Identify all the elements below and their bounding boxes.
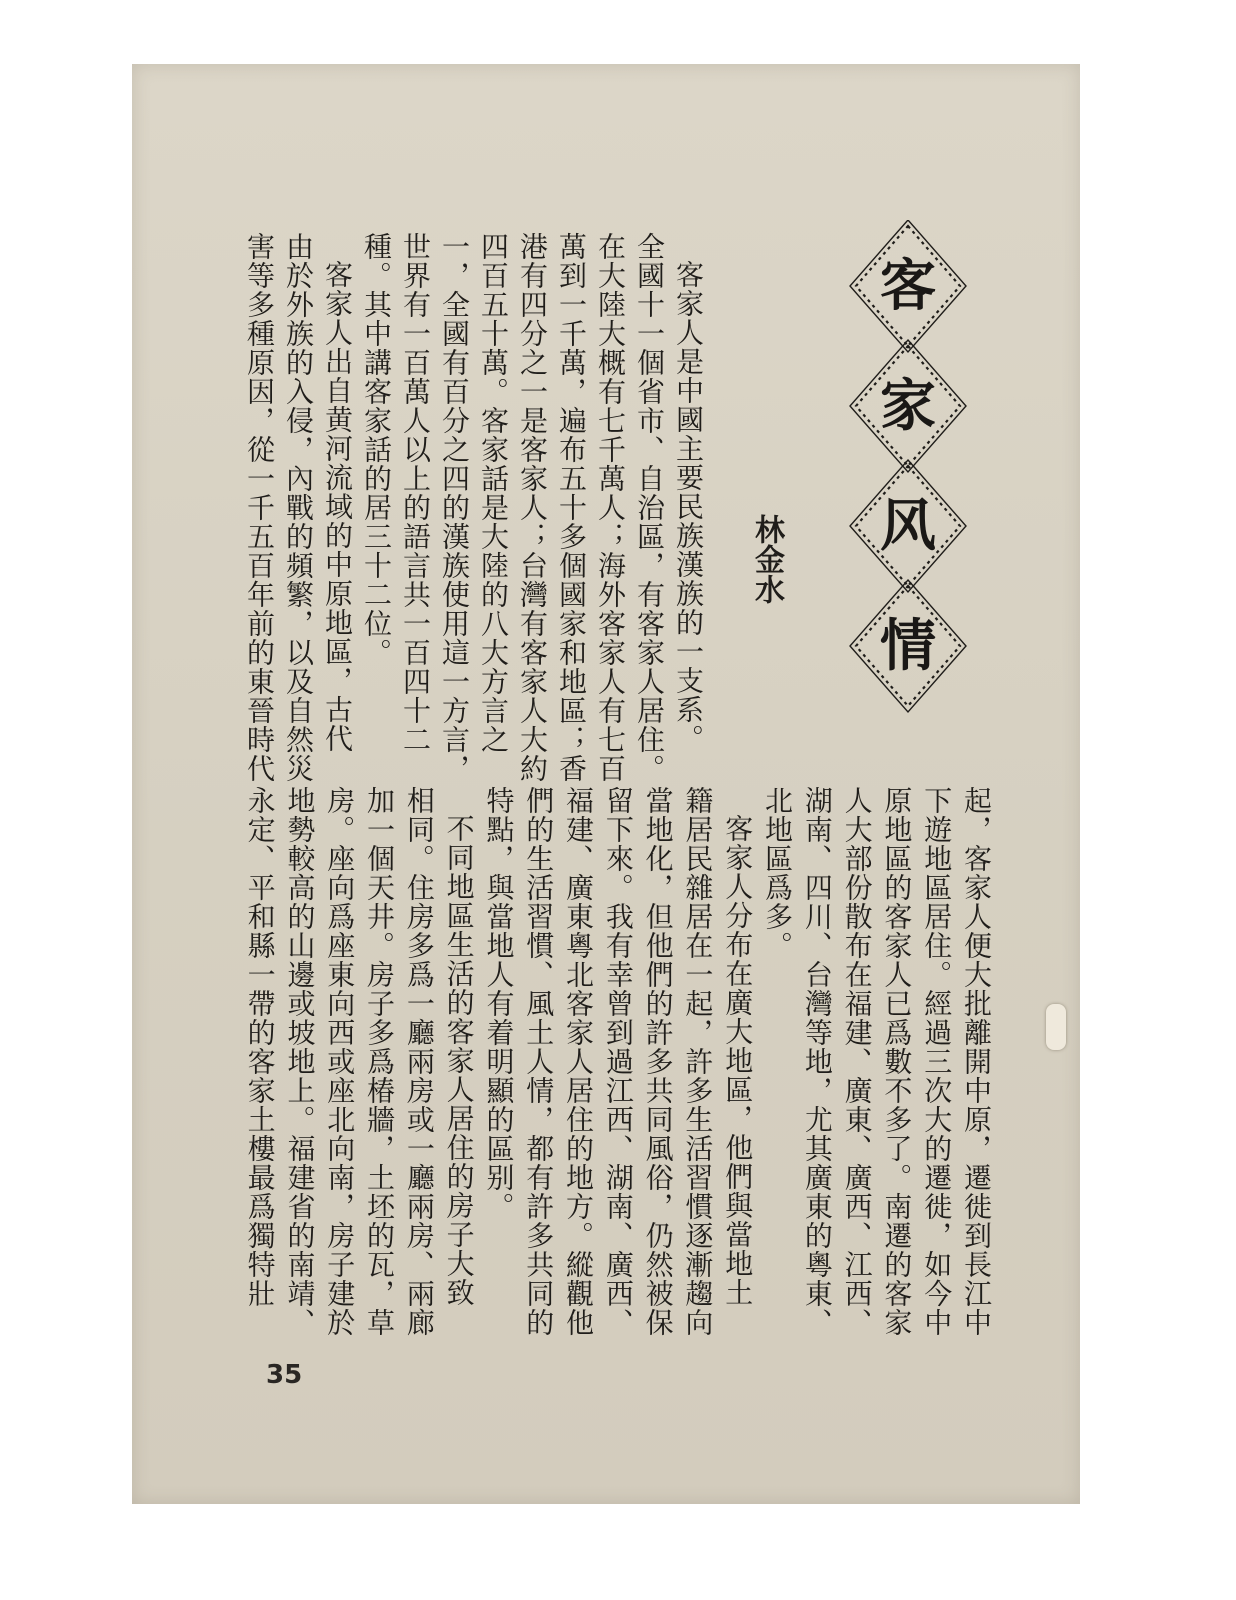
text-line: 客家人是中國主要民族漢族的一支系。 (672, 260, 705, 753)
text-line: 世界有一百萬人以上的語言共一百四十二 (399, 232, 432, 754)
text-line: 北地區爲多。 (761, 786, 795, 960)
text-line: 加一個天井。房子多爲椿牆，土坯的瓦，草 (363, 786, 397, 1337)
text-line: 不同地區生活的客家人居住的房子大致 (442, 814, 476, 1307)
text-line: 地勢較高的山邊或坡地上。福建省的南靖、 (283, 786, 317, 1337)
article-title (848, 220, 968, 780)
text-line: 永定、平和縣一帶的客家土樓最爲獨特壯 (243, 786, 277, 1308)
author-name: 林金水 (749, 514, 784, 604)
text-line: 由於外族的入侵，內戰的頻繁，以及自然災 (282, 232, 315, 783)
text-line: 害等多種原因，從一千五百年前的東晉時代 (243, 232, 276, 783)
title-char-1: 客 (880, 253, 936, 319)
page-number: 35 (266, 1360, 303, 1390)
title-char-4: 情 (880, 613, 936, 679)
text-line: 特點，與當地人有着明顯的區别。 (482, 786, 516, 1221)
text-line: 籍居民雜居在一起，許多生活習慣逐漸趨向 (681, 786, 715, 1337)
text-line: 一，全國有百分之四的漢族使用這一方言， (438, 232, 471, 783)
title-char-3: 风 (880, 493, 936, 559)
text-line: 們的生活習慣、風土人情，都有許多共同的 (522, 786, 556, 1337)
book-page (132, 64, 1080, 1504)
text-line: 原地區的客家人已爲數不多了。南遷的客家 (880, 786, 914, 1337)
text-line: 起，客家人便大批離開中原，遷徙到長江中 (960, 786, 993, 1337)
text-line: 福建、廣東粵北客家人居住的地方。縱觀他 (562, 786, 596, 1337)
text-line: 相同。住房多爲一廳兩房或一廳兩房、兩廊 (402, 786, 436, 1337)
title-char-2: 家 (880, 373, 936, 439)
text-line: 種。其中講客家話的居三十二位。 (360, 232, 393, 667)
upper-text-block (240, 232, 708, 792)
text-line: 四百五十萬。客家話是大陸的八大方言之 (477, 232, 510, 754)
text-line: 當地化，但他們的許多共同風俗，仍然被保 (641, 786, 675, 1337)
lower-text-block (240, 786, 996, 1386)
text-line: 客家人分布在廣大地區，他們與當地土 (721, 814, 755, 1307)
paper-tear-mark (1046, 1004, 1066, 1050)
bleed-through-text (1002, 214, 1040, 774)
text-line: 在大陸大概有七千萬人；海外客家人有七百 (594, 232, 627, 783)
text-line: 全國十一個省市、自治區，有客家人居住。 (633, 232, 666, 783)
text-line: 湖南、四川、台灣等地，尤其廣東的粵東、 (800, 786, 834, 1337)
text-line: 客家人出自黄河流域的中原地區，古代 (321, 260, 354, 753)
text-line: 人大部份散布在福建、廣東、廣西、江西、 (840, 786, 874, 1337)
text-line: 萬到一千萬，遍布五十多個國家和地區；香 (555, 232, 588, 783)
text-line: 房。座向爲座東向西或座北向南，房子建於 (323, 786, 357, 1337)
text-line: 下遊地區居住。經過三次大的遷徙，如今中 (920, 786, 954, 1337)
text-line: 港有四分之一是客家人；台灣有客家人大約 (516, 232, 549, 783)
text-line: 留下來。我有幸曾到過江西、湖南、廣西、 (601, 786, 635, 1337)
